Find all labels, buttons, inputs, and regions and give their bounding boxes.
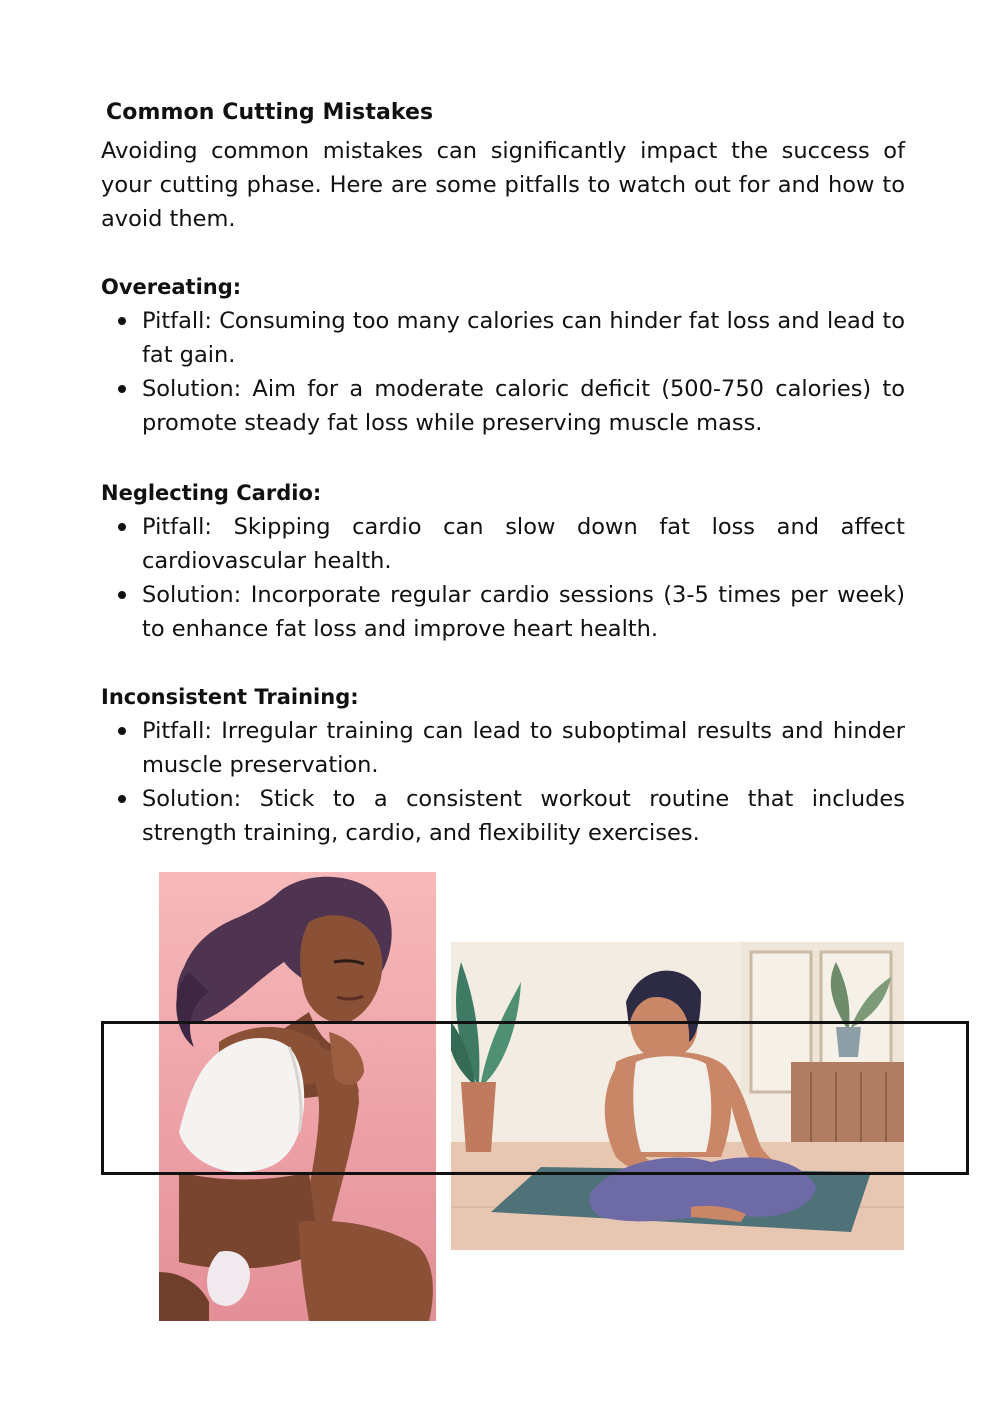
bullet-icon — [118, 591, 126, 599]
list-item: Pitfall: Irregular training can lead to suboptimal results and hinder muscle preservation. — [101, 714, 905, 782]
bullet-icon — [118, 795, 126, 803]
bullet-icon — [118, 317, 126, 325]
section-neglecting-cardio — [101, 476, 905, 646]
bullet-list — [101, 714, 905, 850]
bullet-icon — [118, 523, 126, 531]
list-item: Solution: Stick to a consistent workout routine that includes strength training, cardio, and flexibility exercises. — [101, 782, 905, 850]
page-title: Common Cutting Mistakes — [106, 100, 434, 125]
section-overeating — [101, 270, 905, 440]
bullet-icon — [118, 385, 126, 393]
section-inconsistent-training — [101, 680, 905, 850]
bullet-icon — [118, 727, 126, 735]
section-heading: Overeating: — [101, 275, 242, 299]
bullet-list — [101, 510, 905, 646]
section-heading: Inconsistent Training: — [101, 685, 359, 709]
bullet-list — [101, 304, 905, 440]
list-item: Pitfall: Skipping cardio can slow down fat loss and affect cardiovascular health. — [101, 510, 905, 578]
list-item: Solution: Aim for a moderate caloric deficit (500-750 calories) to promote steady fat loss while preserving muscle mass. — [101, 372, 905, 440]
section-heading: Neglecting Cardio: — [101, 481, 322, 505]
intro-paragraph: Avoiding common mistakes can significantly impact the success of your cutting phase. Here are some pitfalls to watch out for and how to avoid them. — [101, 138, 905, 232]
list-item: Pitfall: Consuming too many calories can hinder fat loss and lead to fat gain. — [101, 304, 905, 372]
list-item: Solution: Incorporate regular cardio sessions (3-5 times per week) to enhance fat loss and improve heart health. — [101, 578, 905, 646]
outline-frame — [101, 1021, 969, 1175]
